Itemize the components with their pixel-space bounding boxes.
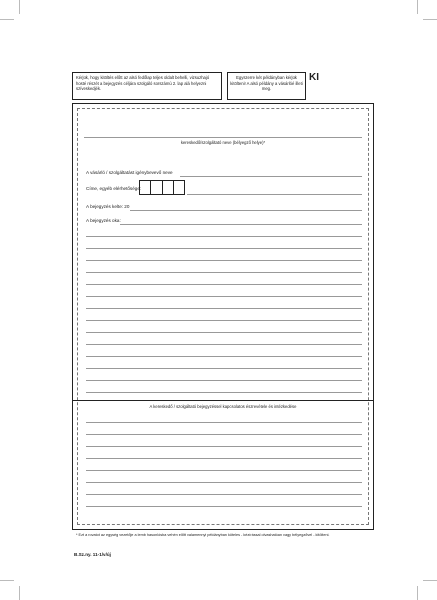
date-field[interactable] — [130, 210, 362, 211]
writing-line[interactable] — [86, 368, 362, 369]
instructions-box: Kérjük, hogy kitöltés előtt az alsó fedőlap teljes oldalt behelli, vizsuzhajó hosté részét a bejegyzés céljára szolgáló sorszámú 2. lap alá helyezni szíveskedjék. — [72, 72, 222, 100]
reply-line[interactable] — [86, 458, 362, 459]
writing-line[interactable] — [86, 260, 362, 261]
form-frame — [72, 103, 374, 530]
writing-line[interactable] — [86, 248, 362, 249]
reply-line[interactable] — [86, 422, 362, 423]
crop-mark — [0, 580, 14, 581]
postal-code-boxes[interactable] — [139, 180, 185, 195]
writing-line[interactable] — [86, 272, 362, 273]
writing-line[interactable] — [86, 344, 362, 345]
ki-mark: KI — [309, 72, 319, 83]
crop-mark — [0, 19, 14, 20]
company-line — [84, 137, 362, 138]
writing-line[interactable] — [86, 392, 362, 393]
writing-line[interactable] — [86, 308, 362, 309]
crop-mark — [417, 586, 418, 600]
reply-line[interactable] — [86, 506, 362, 507]
crop-mark — [417, 0, 418, 14]
address-label: Címe, egyéb elérhetősége: — [86, 186, 142, 191]
reply-line[interactable] — [86, 446, 362, 447]
reply-line[interactable] — [86, 470, 362, 471]
customer-name-label: A vásárló / szolgáltatást igénybevevő neve — [86, 170, 173, 175]
writing-line[interactable] — [86, 332, 362, 333]
subject-field[interactable] — [120, 224, 362, 225]
writing-line[interactable] — [86, 356, 362, 357]
company-caption: kereskedő/szolgáltató neve (bélyegző helye)* — [180, 140, 266, 145]
crop-mark — [423, 580, 437, 581]
reply-line[interactable] — [86, 434, 362, 435]
copies-note-box: Egyszerre két példányban kérjük kitölteni! A alsó példány a vásárlóé illeti meg. — [227, 72, 306, 100]
writing-line[interactable] — [86, 236, 362, 237]
writing-line[interactable] — [86, 296, 362, 297]
subject-label: A bejegyzés oka: — [86, 218, 121, 223]
writing-line[interactable] — [86, 320, 362, 321]
writing-line[interactable] — [86, 380, 362, 381]
form-code: B.Sz.ny. 11-1/v/új — [74, 552, 111, 557]
date-label: A bejegyzés kelte: 20 — [86, 204, 130, 209]
customer-name-field[interactable] — [180, 176, 362, 177]
section-separator — [72, 400, 374, 401]
reply-line[interactable] — [86, 494, 362, 495]
crop-mark — [19, 586, 20, 600]
address-field[interactable] — [187, 194, 362, 195]
reply-caption: A kereskedő / szolgáltató bejegyzéssel kapcsolatos észrevétele és intézkedése — [149, 404, 297, 409]
crop-mark — [19, 0, 20, 14]
reply-line[interactable] — [86, 482, 362, 483]
writing-line[interactable] — [86, 284, 362, 285]
crop-mark — [423, 19, 437, 20]
footnote: * Ezt a rovatot az egység vezetője a lemb hasonlósba vehén előtt valamennyi példányban köteles - kézírással olvashatóan vagy bélyegzővel - kitölteni. — [76, 533, 330, 537]
